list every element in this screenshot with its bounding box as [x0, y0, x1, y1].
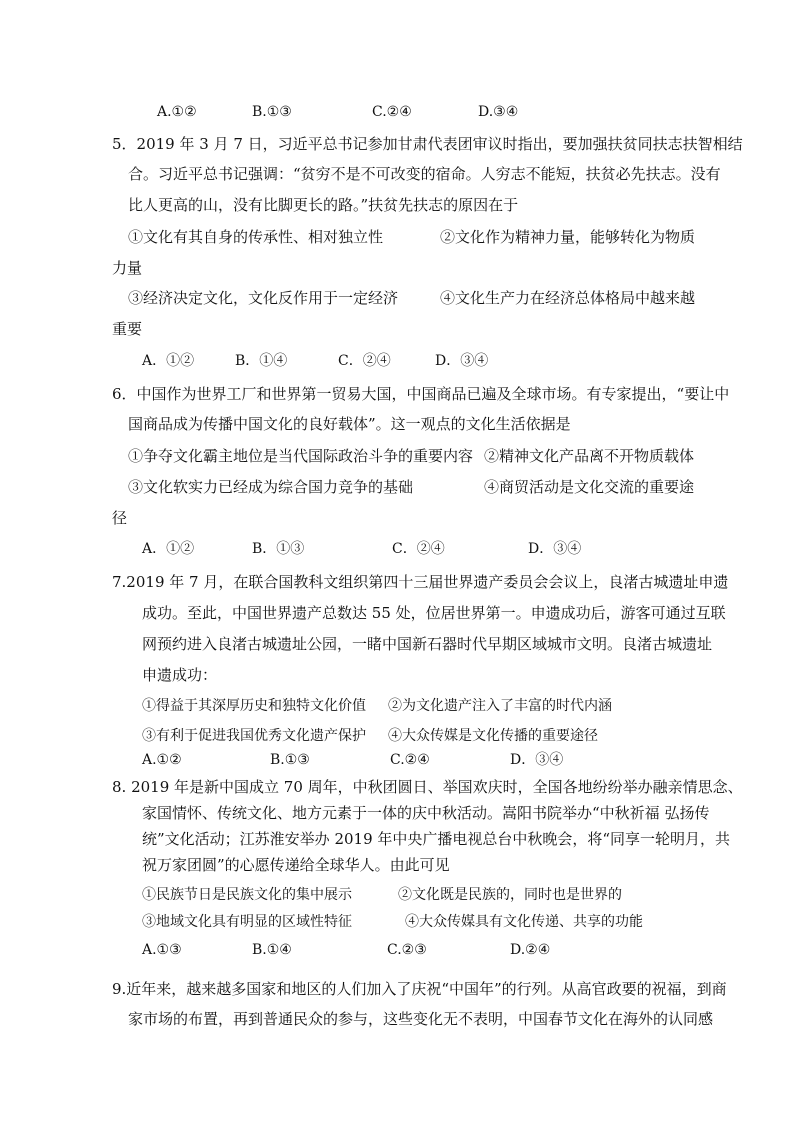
q5-statement-3: ③经济决定文化，文化反作用于一定经济: [128, 289, 399, 307]
q7-stem-line-1: 7.2019 年 7 月，在联合国教科文组织第四十三届世界遗产委员会会议上，良渚古城遗址申遗: [112, 573, 729, 591]
q5-statement-2: ②文化作为精神力量，能够转化为物质: [440, 228, 696, 246]
q9-stem-line-1: 9.近年来，越来越多国家和地区的人们加入了庆祝“中国年”的行列。从高官政要的祝福，到商: [112, 980, 727, 998]
q4-choice-a: A.①②: [157, 104, 197, 120]
q7-statement-1: ①得益于其深厚历史和独特文化价值: [142, 698, 366, 714]
q5-choice-d: D．③④: [435, 353, 489, 369]
q5-choice-a: A．①②: [142, 353, 195, 369]
q8-stem-line-2: 家国情怀、传统文化、地方元素于一体的庆中秋活动。嵩阳书院举办“中秋祈福 弘扬传: [142, 804, 710, 822]
q6-statement-4-cont: 径: [112, 509, 128, 527]
q6-stem-line-1: 6．中国作为世界工厂和世界第一贸易大国，中国商品已遍及全球市场。有专家提出，“要让中: [112, 385, 730, 403]
q6-choice-a: A．①②: [142, 541, 195, 557]
q5-statement-4-cont: 重要: [112, 320, 143, 338]
q7-choice-c: C.②④: [390, 752, 430, 768]
q5-stem-line-1: 5．2019 年 3 月 7 日，习近平总书记参加甘肃代表团审议时指出，要加强扶贫同扶志扶智相结: [112, 135, 743, 153]
q5-stem-line-2: 合。习近平总书记强调：“贫穷不是不可改变的宿命。人穷志不能短，扶贫必先扶志。没有: [128, 165, 721, 183]
q8-statement-3: ③地域文化具有明显的区域性特征: [142, 914, 352, 930]
q6-statement-3: ③文化软实力已经成为综合国力竞争的基础: [128, 478, 414, 496]
q8-stem-line-3: 统”文化活动；江苏淮安举办 2019 年中央广播电视总台中秋晚会，将“同享一轮明月，共: [142, 830, 731, 848]
q7-statement-2: ②为文化遗产注入了丰富的时代内涵: [388, 698, 612, 714]
q8-statement-2: ②文化既是民族的，同时也是世界的: [398, 887, 622, 903]
q7-stem-line-2: 成功。至此，中国世界遗产总数达 55 处，位居世界第一。申遗成功后，游客可通过互联: [142, 604, 726, 622]
q6-statement-1: ①争夺文化霸主地位是当代国际政治斗争的重要内容: [128, 447, 474, 465]
q7-stem-line-4: 申遗成功：: [142, 666, 218, 684]
q8-statement-1: ①民族节日是民族文化的集中展示: [142, 887, 352, 903]
q5-stem-line-3: 比人更高的山，没有比脚更长的路。”扶贫先扶志的原因在于: [128, 196, 519, 214]
q9-stem-line-2: 家市场的布置，再到普通民众的参与，这些变化无不表明，中国春节文化在海外的认同感: [128, 1010, 714, 1028]
q6-stem-line-2: 国商品成为传播中国文化的良好载体”。这一观点的文化生活依据是: [128, 415, 571, 433]
q7-choice-b: B.①③: [270, 752, 310, 768]
q8-choice-b: B.①④: [252, 942, 292, 958]
q8-choice-d: D.②④: [510, 942, 551, 958]
q8-stem-line-4: 祝万家团圆”的心愿传递给全球华人。由此可见: [142, 856, 450, 874]
q4-choice-b: B.①③: [252, 104, 292, 120]
q6-choice-d: D．③④: [528, 541, 582, 557]
q7-choice-d: D．③④: [510, 752, 564, 768]
q7-statement-4: ④大众传媒是文化传播的重要途径: [388, 728, 598, 744]
q8-choice-a: A.①③: [142, 942, 182, 958]
q7-statement-3: ③有利于促进我国优秀文化遗产保护: [142, 728, 366, 744]
q6-statement-4: ④商贸活动是文化交流的重要途: [484, 478, 695, 496]
q8-statement-4: ④大众传媒具有文化传递、共享的功能: [405, 914, 643, 930]
q5-statement-4: ④文化生产力在经济总体格局中越来越: [440, 289, 696, 307]
q6-choice-b: B．①③: [252, 541, 305, 557]
q4-choice-c: C.②④: [372, 104, 412, 120]
q6-choice-c: C．②④: [392, 541, 445, 557]
q5-choice-b: B．①④: [235, 353, 288, 369]
q4-choice-d: D.③④: [478, 104, 519, 120]
q6-statement-2: ②精神文化产品离不开物质载体: [484, 447, 695, 465]
q7-stem-line-3: 网预约进入良渚古城遗址公园，一睹中国新石器时代早期区域城市文明。良渚古城遗址: [142, 635, 713, 653]
q5-statement-2-cont: 力量: [112, 259, 143, 277]
q5-statement-1: ①文化有其自身的传承性、相对独立性: [128, 228, 384, 246]
q7-choice-a: A.①②: [142, 752, 182, 768]
q8-stem-line-1: 8. 2019 年是新中国成立 70 周年，中秋团圆日、举国欢庆时，全国各地纷纷举办融亲情思念、: [112, 778, 743, 796]
q5-choice-c: C．②④: [338, 353, 391, 369]
q8-choice-c: C.②③: [387, 942, 427, 958]
